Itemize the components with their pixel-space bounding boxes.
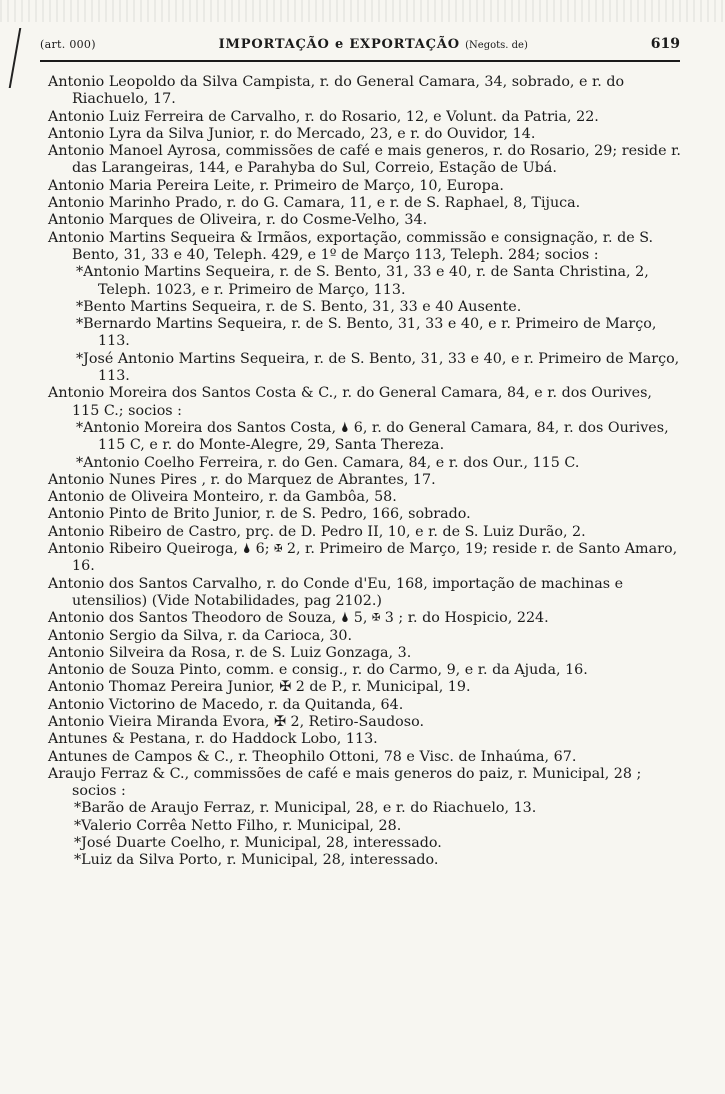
entry: Antonio Pinto de Brito Junior, r. de S. Pedro, 166, sobrado. bbox=[48, 506, 471, 523]
partner-entry: *José Antonio Martins Sequeira, r. de S. Bento, 31, 33 e 40, e r. Primeiro de Março, 113. bbox=[76, 350, 680, 385]
entry: Antonio Luiz Ferreira de Carvalho, r. do Rosario, 12, e Volunt. da Patria, 22. bbox=[48, 108, 599, 125]
entry: Antonio Moreira dos Santos Costa & C., r. do General Camara, 84, e r. dos Ourives, 115 C.; socios : bbox=[48, 385, 652, 419]
page-header bbox=[40, 36, 680, 56]
entry: Antonio dos Santos Carvalho, r. do Conde d'Eu, 168, importação de machinas e utensilios) (Vide Notabilidades, pag 2102.) bbox=[48, 575, 624, 609]
entry: Antonio dos Santos Theodoro de Souza, 🌢 5, ✠ 3 ; r. do Hospicio, 224. bbox=[48, 610, 549, 627]
entry: Antonio Martins Sequeira & Irmãos, exportação, commissão e consignação, r. de S. Bento, 31, 33 e 40, Teleph. 429, e 1º de Março 113, Teleph. 284; socios : bbox=[48, 229, 654, 263]
entry: Antonio Nunes Pires , r. do Marquez de Abrantes, 17. bbox=[48, 471, 436, 488]
entry: Antonio Ribeiro de Castro, prç. de D. Pedro II, 10, e r. de S. Luiz Durão, 2. bbox=[48, 523, 586, 540]
entry: Antonio Marinho Prado, r. do G. Camara, 11, e r. de S. Raphael, 8, Tijuca. bbox=[48, 195, 581, 212]
partner-entry: *Antonio Coelho Ferreira, r. do Gen. Camara, 84, e r. dos Our., 115 C. bbox=[76, 454, 580, 471]
partner-entry: *Barão de Araujo Ferraz, r. Municipal, 28, e r. do Riachuelo, 13. bbox=[74, 800, 537, 817]
partner-entry: *Antonio Martins Sequeira, r. de S. Bento, 31, 33 e 40, r. de Santa Christina, 2, Teleph. 1023, e r. Primeiro de Março, 113. bbox=[76, 264, 649, 298]
entry: Antonio Victorino de Macedo, r. da Quitanda, 64. bbox=[48, 696, 404, 713]
margin-mark bbox=[9, 28, 22, 88]
header-title-sub: (Negots. de) bbox=[465, 40, 528, 51]
partner-entry: *Bento Martins Sequeira, r. de S. Bento, 31, 33 e 40 Ausente. bbox=[76, 298, 522, 315]
entry: Antonio Ribeiro Queiroga, 🌢 6; ✠ 2, r. Primeiro de Março, 19; reside r. de Santo Amaro, 16. bbox=[48, 541, 678, 575]
entry: Antonio Vieira Miranda Evora, ✠ 2, Retiro-Saudoso. bbox=[48, 713, 425, 730]
entry: Araujo Ferraz & C., commissões de café e mais generos do paiz, r. Municipal, 28 ; socios : bbox=[48, 765, 642, 800]
partner-entry: *Luiz da Silva Porto, r. Municipal, 28, interessado. bbox=[74, 852, 439, 869]
entry: Antonio Silveira da Rosa, r. de S. Luiz Gonzaga, 3. bbox=[48, 644, 412, 661]
entry: Antonio Maria Pereira Leite, r. Primeiro de Março, 10, Europa. bbox=[48, 177, 504, 194]
partner-entry: *Bernardo Martins Sequeira, r. de S. Bento, 31, 33 e 40, e r. Primeiro de Março, 113. bbox=[76, 316, 657, 350]
entry: Antonio Thomaz Pereira Junior, ✠ 2 de P., r. Municipal, 19. bbox=[48, 679, 471, 696]
entry-list bbox=[48, 74, 682, 870]
header-title-main: IMPORTAÇÃO e EXPORTAÇÃO bbox=[218, 37, 460, 52]
entry: Antonio Sergio da Silva, r. da Carioca, 30. bbox=[48, 627, 353, 644]
entry: Antunes de Campos & C., r. Theophilo Ottoni, 78 e Visc. de Inhaúma, 67. bbox=[48, 748, 577, 765]
entry: Antonio Marques de Oliveira, r. do Cosme-Velho, 34. bbox=[48, 212, 428, 229]
partner-entry: *Antonio Moreira dos Santos Costa, 🌢 6, r. do General Camara, 84, r. dos Ourives, 115 C, e r. do Monte-Alegre, 29, Santa Thereza. bbox=[76, 419, 669, 454]
entry: Antonio de Souza Pinto, comm. e consig., r. do Carmo, 9, e r. da Ajuda, 16. bbox=[48, 662, 588, 679]
partner-entry: *José Duarte Coelho, r. Municipal, 28, interessado. bbox=[74, 835, 442, 852]
page-number: 619 bbox=[650, 36, 680, 52]
entry: Antonio Manoel Ayrosa, commissões de café e mais generos, r. do Rosario, 29; reside r. das Larangeiras, 144, e Parahyba do Sul, Correio, Estação de Ubá. bbox=[48, 143, 681, 177]
header-rule bbox=[40, 60, 680, 62]
scan-noise bbox=[0, 0, 725, 22]
header-section-title bbox=[219, 37, 528, 52]
header-article-ref: (art. 000) bbox=[40, 38, 96, 51]
entry: Antonio Leopoldo da Silva Campista, r. do General Camara, 34, sobrado, e r. do Riachuelo, 17. bbox=[48, 74, 625, 108]
entry: Antonio de Oliveira Monteiro, r. da Gambôa, 58. bbox=[48, 489, 397, 506]
entry: Antunes & Pestana, r. do Haddock Lobo, 113. bbox=[48, 731, 378, 748]
partner-entry: *Valerio Corrêa Netto Filho, r. Municipal, 28. bbox=[74, 817, 402, 834]
entry: Antonio Lyra da Silva Junior, r. do Mercado, 23, e r. do Ouvidor, 14. bbox=[48, 125, 536, 142]
